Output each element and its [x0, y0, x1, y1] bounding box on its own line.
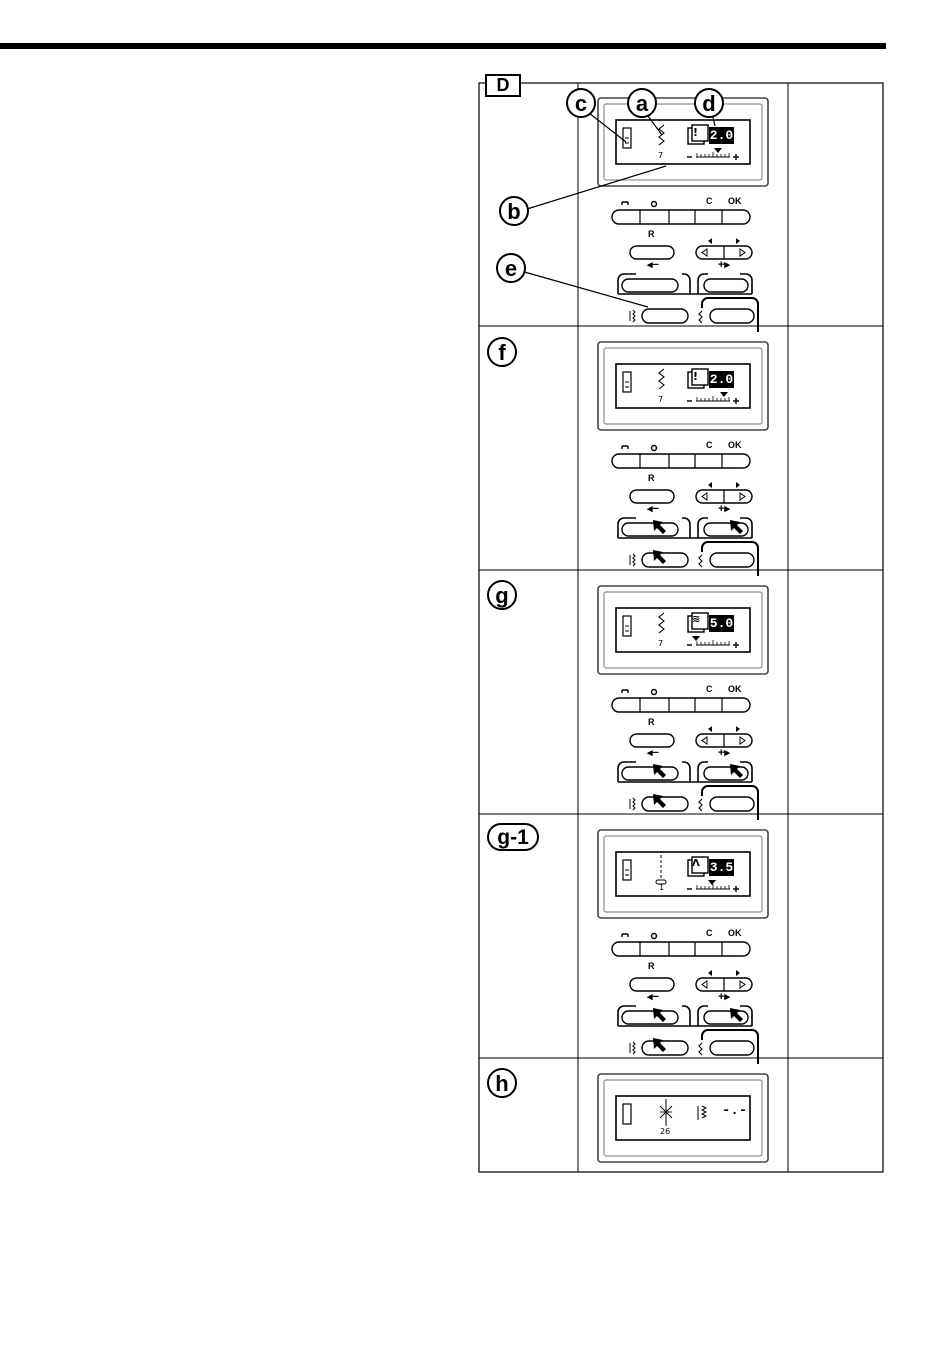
lcd-icon-g: ≋ — [692, 614, 701, 625]
button-mark-ok: OK — [728, 196, 742, 206]
button-mark-plus: +▸ — [718, 503, 730, 515]
panel-label-h: h — [487, 1068, 517, 1098]
button-panel-d — [612, 202, 758, 333]
lcd-stitch-d: 7 — [658, 151, 664, 160]
button-mark-minus: ◂− — [647, 747, 659, 759]
lcd-icon-g1: Λ — [692, 858, 700, 869]
button-mark-c: C — [706, 684, 713, 694]
panel-label-g1: g-1 — [487, 823, 539, 851]
button-mark-plus: +▸ — [718, 259, 730, 271]
lcd-panel-g1 — [598, 830, 768, 918]
lcd-stitch-h: 26 — [660, 1127, 671, 1136]
callout-c: c — [566, 88, 596, 118]
button-panel-g1 — [612, 934, 758, 1065]
callout-e: e — [496, 253, 526, 283]
lcd-stitch-g: 7 — [658, 639, 664, 648]
lcd-icon-f: ! — [693, 370, 699, 383]
lcd-value-g1: 3.5 — [709, 860, 734, 875]
panel-label-f: f — [487, 337, 517, 367]
button-mark-c: C — [706, 196, 713, 206]
button-mark-minus: ◂− — [647, 503, 659, 515]
button-mark-plus: +▸ — [718, 747, 730, 759]
button-mark-r: R — [648, 473, 655, 483]
callout-d: d — [694, 88, 724, 118]
button-mark-c: C — [706, 440, 713, 450]
lcd-panel-d — [598, 98, 768, 186]
panel-label-g: g — [487, 580, 517, 610]
button-mark-ok: OK — [728, 440, 742, 450]
button-mark-ok: OK — [728, 684, 742, 694]
lcd-value-g: 5.0 — [709, 616, 734, 631]
button-mark-r: R — [648, 717, 655, 727]
lcd-stitch-g1: 1 — [659, 883, 665, 892]
button-mark-r: R — [648, 961, 655, 971]
lcd-value-f: 2.0 — [709, 372, 734, 387]
button-mark-r: R — [648, 229, 655, 239]
lcd-panel-f — [598, 342, 768, 430]
callout-a: a — [627, 88, 657, 118]
button-mark-c: C — [706, 928, 713, 938]
button-mark-minus: ◂− — [647, 991, 659, 1003]
lcd-value-d: 2.0 — [709, 128, 734, 143]
callout-b: b — [499, 196, 529, 226]
button-mark-minus: ◂− — [647, 259, 659, 271]
lcd-panel-g — [598, 586, 768, 674]
button-panel-f — [612, 446, 758, 577]
button-mark-ok: OK — [728, 928, 742, 938]
button-panel-g — [612, 690, 758, 821]
button-mark-plus: +▸ — [718, 991, 730, 1003]
lcd-stitch-f: 7 — [658, 395, 664, 404]
lcd-value-h: -.- — [722, 1103, 748, 1119]
lcd-icon-d: ! — [693, 126, 699, 139]
figure-tag: D — [485, 74, 521, 97]
